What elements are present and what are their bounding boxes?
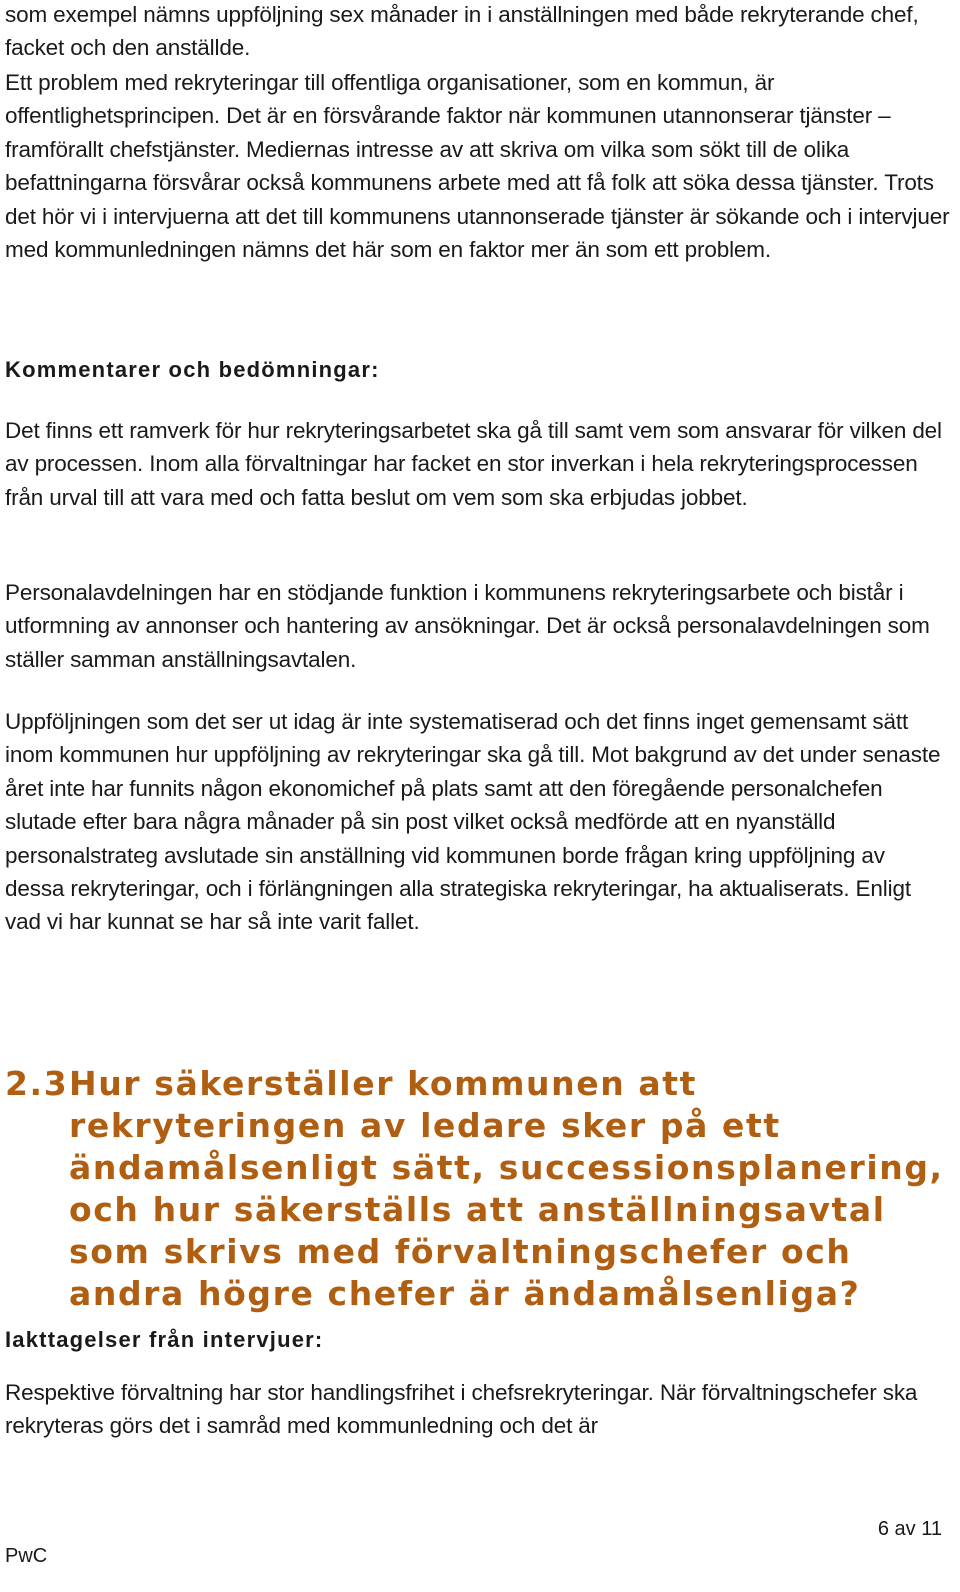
- page-number: 6 av 11: [877, 1518, 942, 1540]
- paragraph-offentlighetsprincipen: Ett problem med rekryteringar till offentliga organisationer, som en kommun, är offentlighetsprincipen. Det är en försvårande faktor när kommunen utannonserar tjänster – framförallt chefstjänster. Mediernas intresse av att skriva om vilka som sökt till de olika befattningarna försvårar också kommunens arbete med att få folk att söka dessa tjänster. Trots det hör vi i intervjuerna att det till kommunens utannonserade tjänster är sökande och i intervjuer med kommunledningen nämns det här som en faktor mer än som ett problem.: [5, 70, 950, 263]
- footer-brand: PwC: [5, 1545, 48, 1567]
- section-heading: [5, 1063, 960, 1315]
- paragraph-ramverk: Det finns ett ramverk för hur rekryteringsarbetet ska gå till samt vem som ansvarar för vilken del av processen. Inom alla förvaltningar har facket en stor inverkan i hela rekryteringsprocessen från urval till att vara med och fatta beslut om vem som ska erbjudas jobbet.: [5, 418, 942, 510]
- paragraph-uppfoljningen: Uppföljningen som det ser ut idag är inte systematiserad och det finns inget gemensamt sätt inom kommunen hur uppföljning av rekryteringar ska gå till. Mot bakgrund av det under senaste året inte har funnits någon ekonomichef på plats samt att den föregående personalchefen slutade efter bara några månader på sin post vilket också medförde att en nyanställd personalstrateg avslutade sin anställning vid kommunen borde frågan kring uppföljning av dessa rekryteringar, och i förlängningen alla strategiska rekryteringar, ha aktualiserats. Enligt vad vi har kunnat se har så inte varit fallet.: [5, 709, 941, 935]
- label-iakttagelser: Iakttagelser från intervjuer:: [5, 1327, 324, 1352]
- paragraph-intro: som exempel nämns uppföljning sex månader in i anställningen med både rekryterande chef, facket och den anställde.: [5, 2, 919, 61]
- paragraph-personalavdelningen: Personalavdelningen har en stödjande funktion i kommunens rekryteringsarbete och bistår i utformning av annonser och hantering av ansökningar. Det är också personalavdelningen som ställer samman anställningsavtalen.: [5, 580, 930, 672]
- section-title: Hur säkerställer kommunen att rekryteringen av ledare sker på ett ändamålsenligt sätt, successionsplanering, och hur säkerställs att anställningsavtal som skrivs med förvaltningschefer och andra högre chefer är ändamålsenliga?: [69, 1064, 944, 1313]
- section-number: 2.3: [5, 1064, 69, 1103]
- label-kommentarer: Kommentarer och bedömningar:: [5, 357, 380, 382]
- paragraph-handlingsfrihet: Respektive förvaltning har stor handlingsfrihet i chefsrekryteringar. När förvaltningschefer ska rekryteras görs det i samråd med kommunledning och det är: [5, 1380, 918, 1439]
